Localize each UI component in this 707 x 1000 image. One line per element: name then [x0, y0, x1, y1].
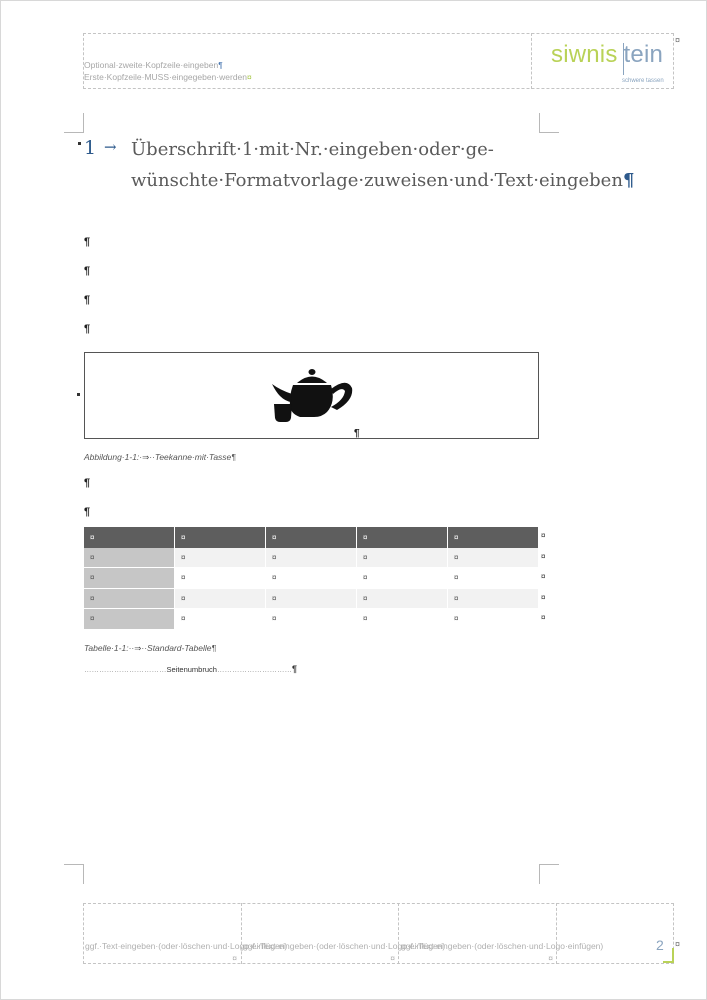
- table-cell[interactable]: ¤: [357, 609, 448, 630]
- table-cell[interactable]: ¤: [357, 589, 448, 610]
- footer-divider: [556, 903, 557, 964]
- empty-paragraph[interactable]: ¶: [84, 323, 91, 335]
- table-header-cell[interactable]: ¤: [448, 527, 538, 548]
- table-cell[interactable]: ¤: [175, 548, 266, 569]
- empty-paragraph[interactable]: ¶: [84, 236, 91, 248]
- table-cell[interactable]: ¤: [357, 568, 448, 589]
- table-cell[interactable]: ¤: [266, 568, 357, 589]
- crop-mark-bottom-left-v: [83, 864, 84, 884]
- table-cell[interactable]: ¤: [84, 589, 175, 610]
- footer-cell-mark: ¤: [675, 939, 681, 949]
- table-cell[interactable]: ¤: [175, 589, 266, 610]
- table-cell[interactable]: ¤: [84, 609, 175, 630]
- table-cell[interactable]: ¤: [448, 589, 538, 610]
- crop-mark-bottom-right-v: [539, 864, 540, 884]
- crop-mark-bottom-right-h: [539, 864, 559, 865]
- teapot-icon[interactable]: [270, 366, 354, 424]
- crop-mark-top-right-v: [539, 113, 540, 133]
- empty-paragraph[interactable]: ¶: [84, 265, 91, 277]
- heading-1[interactable]: [131, 134, 635, 196]
- table-cell[interactable]: ¤: [448, 609, 538, 630]
- table-cell[interactable]: ¤: [357, 548, 448, 569]
- table-cell[interactable]: ¤: [84, 568, 175, 589]
- heading-text[interactable]: Überschrift·1·mit·Nr.·eingeben·oder·ge-wünschte·Formatvorlage·zuweisen·und·Text·eingeben: [131, 139, 623, 191]
- page-number: 2: [656, 937, 664, 953]
- empty-paragraph[interactable]: ¶: [84, 477, 91, 489]
- table-header-cell[interactable]: ¤: [84, 527, 175, 548]
- figure-pilcrow: ¶: [354, 428, 360, 439]
- table-row-end-mark: ¤: [541, 572, 546, 581]
- standard-table[interactable]: [84, 527, 538, 630]
- crop-mark-top-left-h: [64, 132, 83, 133]
- logo-tagline: schwere tassen: [622, 78, 664, 84]
- footer-divider: [241, 903, 242, 964]
- table-cell[interactable]: ¤: [448, 548, 538, 569]
- footer-divider: [398, 903, 399, 964]
- header-line-1[interactable]: Optional·zweite·Kopfzeile·eingeben¶: [84, 60, 223, 70]
- table-caption[interactable]: Tabelle·1-1:··⇒··Standard-Tabelle¶: [84, 643, 217, 653]
- header-divider: [531, 33, 532, 89]
- table-row-end-mark: ¤: [541, 531, 546, 540]
- table-row: [84, 609, 538, 630]
- footer-text-3[interactable]: ggf.·Text·eingeben·(oder·löschen·und·Logo·einfügen)¤: [401, 941, 604, 963]
- crop-mark-top-right-h: [539, 132, 559, 133]
- table-row: [84, 568, 538, 589]
- table-cell[interactable]: ¤: [448, 568, 538, 589]
- heading-pilcrow: ¶: [622, 170, 635, 191]
- table-cell[interactable]: ¤: [175, 609, 266, 630]
- heading-tab-arrow: →: [104, 138, 117, 156]
- empty-paragraph[interactable]: ¶: [84, 506, 91, 518]
- figure-keep-marker: [77, 393, 80, 396]
- crop-mark-top-left-v: [83, 113, 84, 133]
- heading-number[interactable]: 1: [84, 137, 97, 159]
- table-row-end-mark: ¤: [541, 593, 546, 602]
- table-header-cell[interactable]: ¤: [357, 527, 448, 548]
- logo-divider: [623, 43, 624, 75]
- figure-caption[interactable]: Abbildung·1-1:·⇒··Teekanne·mit·Tasse¶: [84, 452, 236, 462]
- table-row: [84, 548, 538, 569]
- header-line-2[interactable]: Erste·Kopfzeile·MUSS·eingegeben·werden¤: [84, 72, 252, 82]
- table-cell[interactable]: ¤: [266, 548, 357, 569]
- table-cell[interactable]: ¤: [266, 609, 357, 630]
- table-row-end-mark: ¤: [541, 613, 546, 622]
- header-cell-mark: ¤: [675, 35, 681, 45]
- page-break[interactable]: ……………………………Seitenumbruch…………………………¶: [84, 664, 297, 674]
- table-cell[interactable]: ¤: [266, 589, 357, 610]
- table-header-row: [84, 527, 538, 548]
- table-cell[interactable]: ¤: [84, 548, 175, 569]
- table-row-end-mark: ¤: [541, 552, 546, 561]
- page-number-accent: [663, 948, 674, 963]
- empty-paragraph[interactable]: ¶: [84, 294, 91, 306]
- footer-text-2[interactable]: ggf.·Text·eingeben·(oder·löschen·und·Logo·einfügen)¤: [243, 941, 446, 963]
- crop-mark-bottom-left-h: [64, 864, 83, 865]
- footer-text-1[interactable]: ggf.·Text·eingeben·(oder·löschen·und·Logo·einfügen)¤: [85, 941, 288, 963]
- table-header-cell[interactable]: ¤: [266, 527, 357, 548]
- heading-keep-marker: [78, 142, 81, 145]
- table-header-cell[interactable]: ¤: [175, 527, 266, 548]
- table-cell[interactable]: ¤: [175, 568, 266, 589]
- table-row: [84, 589, 538, 610]
- logo: siwnis tein: [551, 41, 664, 68]
